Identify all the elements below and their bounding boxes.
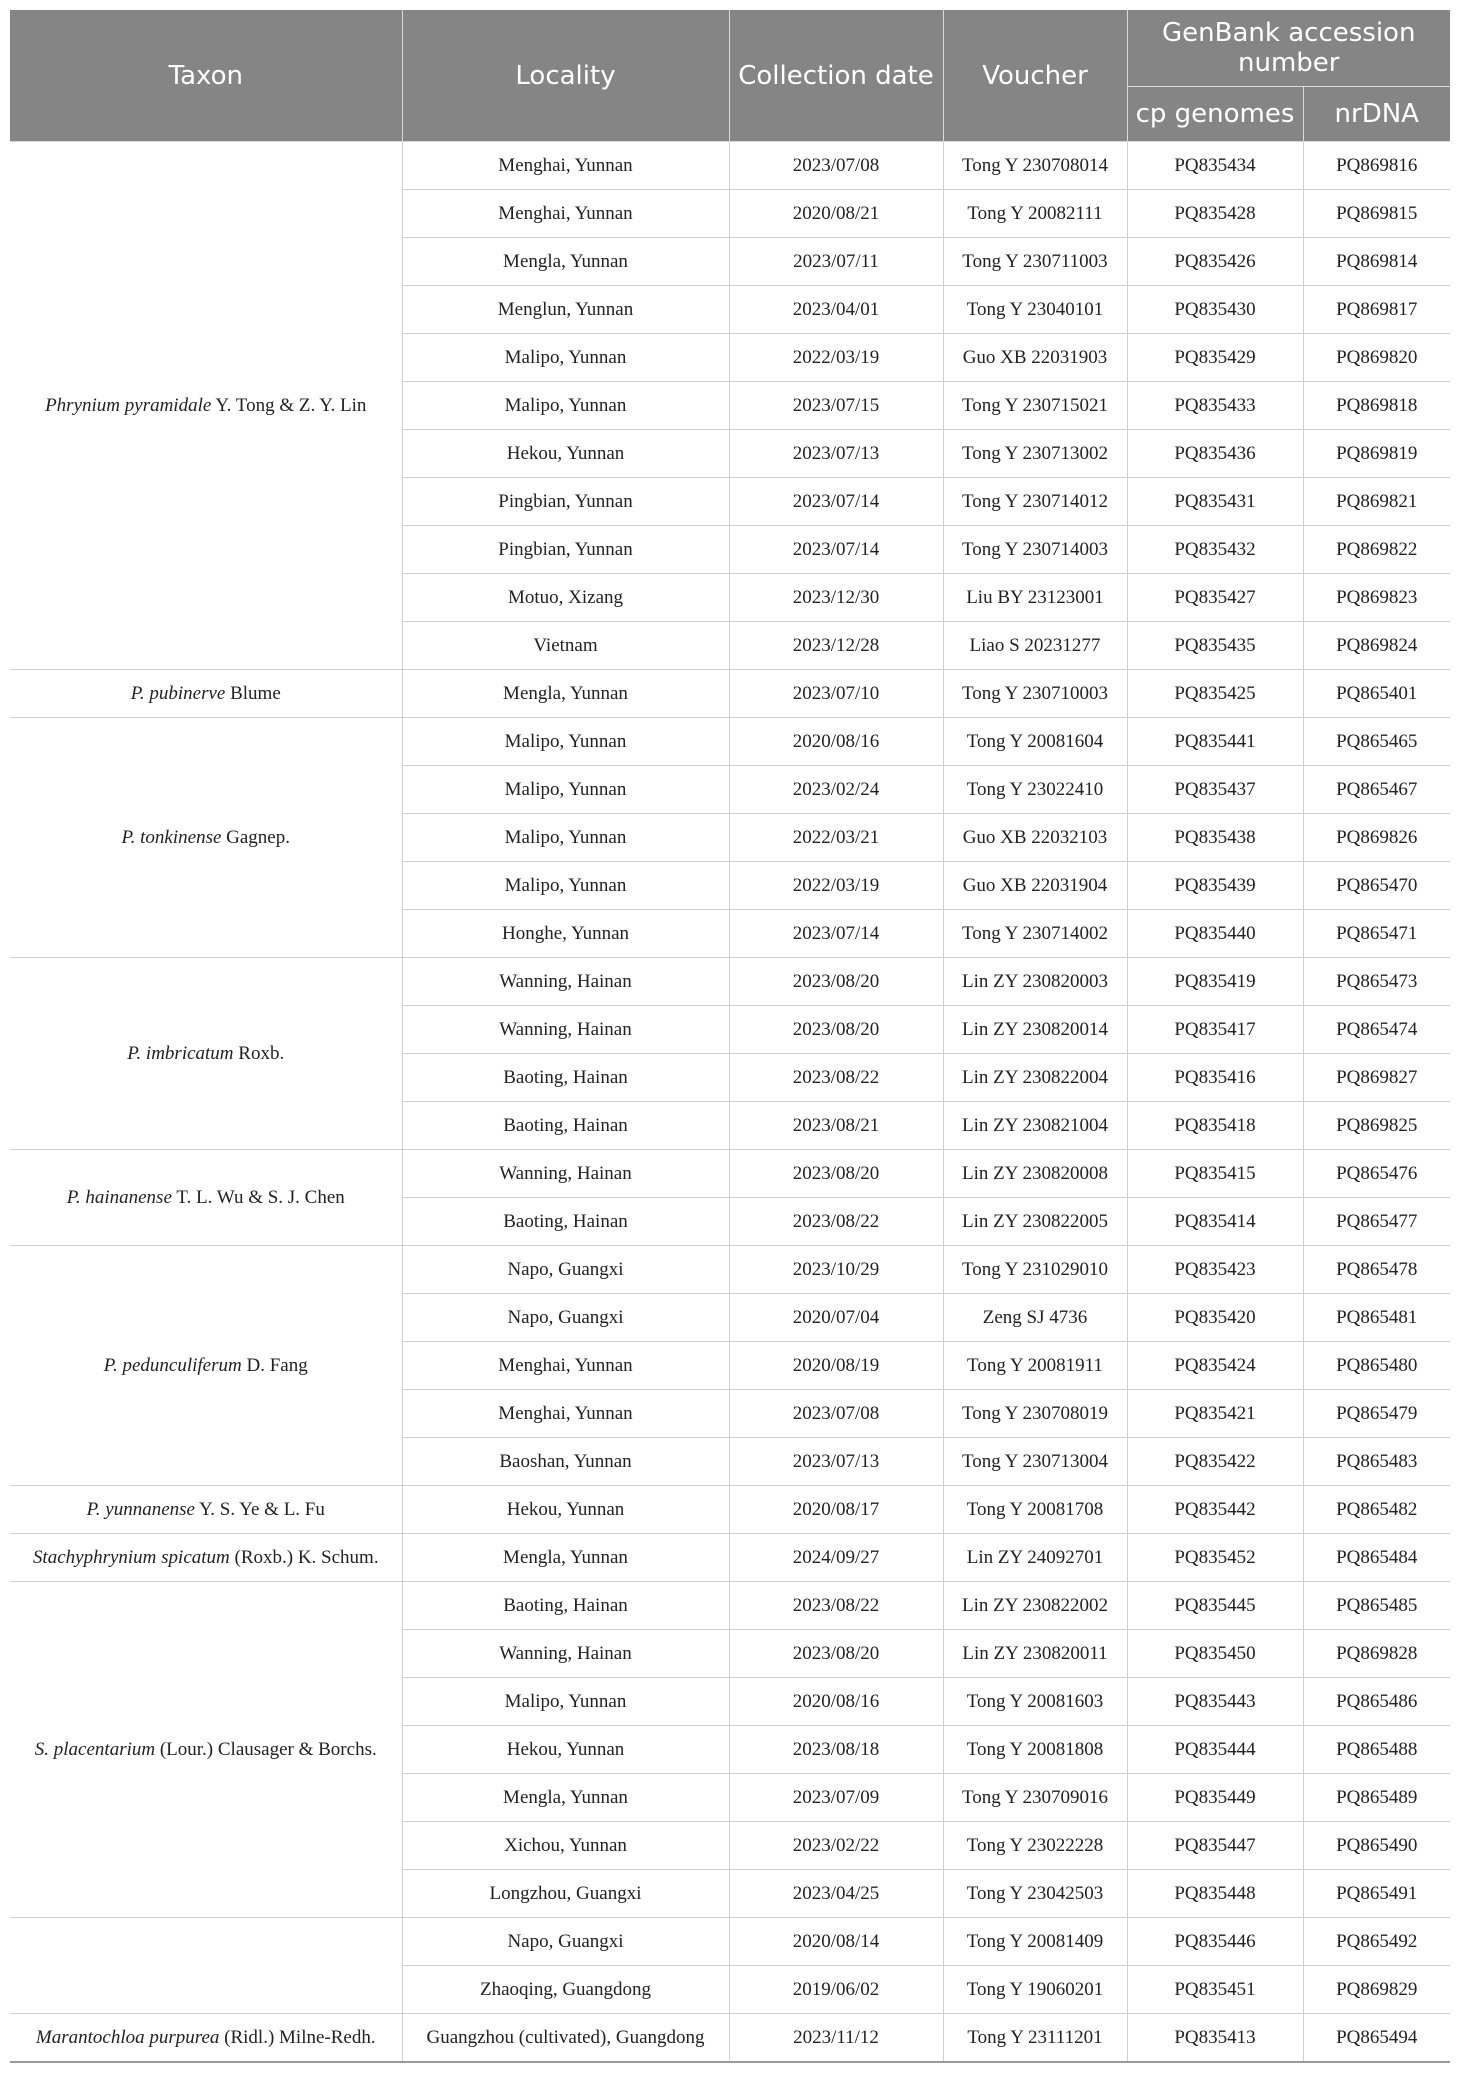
cp-accession-cell: PQ835418 — [1127, 1102, 1303, 1150]
taxon-name: Marantochloa purpurea — [35, 2026, 220, 2048]
locality-cell: Wanning, Hainan — [402, 1150, 729, 1198]
table-row — [10, 142, 1450, 190]
collection-date-cell: 2023/04/01 — [729, 286, 943, 334]
taxon-cell — [10, 718, 402, 958]
locality-cell: Mengla, Yunnan — [402, 1534, 729, 1582]
locality-cell: Malipo, Yunnan — [402, 814, 729, 862]
nrdna-accession-cell: PQ865478 — [1303, 1246, 1450, 1294]
taxon-cell — [10, 1246, 402, 1486]
collection-date-cell: 2020/08/16 — [729, 718, 943, 766]
collection-date-cell: 2023/12/30 — [729, 574, 943, 622]
collection-date-cell: 2023/12/28 — [729, 622, 943, 670]
locality-cell: Baoting, Hainan — [402, 1102, 729, 1150]
voucher-cell: Lin ZY 230822004 — [943, 1054, 1127, 1102]
nrdna-accession-cell: PQ869820 — [1303, 334, 1450, 382]
nrdna-accession-cell: PQ865489 — [1303, 1774, 1450, 1822]
collection-date-cell: 2020/08/21 — [729, 190, 943, 238]
collection-date-cell: 2023/02/22 — [729, 1822, 943, 1870]
nrdna-accession-cell: PQ865490 — [1303, 1822, 1450, 1870]
cp-accession-cell: PQ835429 — [1127, 334, 1303, 382]
nrdna-accession-cell: PQ869817 — [1303, 286, 1450, 334]
cp-accession-cell: PQ835446 — [1127, 1918, 1303, 1966]
collection-date-cell: 2022/03/19 — [729, 862, 943, 910]
taxon-author: (Roxb.) K. Schum. — [234, 1546, 379, 1568]
voucher-cell: Lin ZY 230821004 — [943, 1102, 1127, 1150]
cp-accession-cell: PQ835434 — [1127, 142, 1303, 190]
cp-accession-cell: PQ835450 — [1127, 1630, 1303, 1678]
collection-date-cell: 2023/08/20 — [729, 1006, 943, 1054]
nrdna-accession-cell: PQ869816 — [1303, 142, 1450, 190]
collection-date-cell: 2020/07/04 — [729, 1294, 943, 1342]
locality-cell: Malipo, Yunnan — [402, 766, 729, 814]
table-row — [10, 958, 1450, 1006]
locality-cell: Wanning, Hainan — [402, 1006, 729, 1054]
voucher-cell: Tong Y 20081409 — [943, 1918, 1127, 1966]
table-row — [10, 670, 1450, 718]
cp-accession-cell: PQ835444 — [1127, 1726, 1303, 1774]
cp-accession-cell: PQ835424 — [1127, 1342, 1303, 1390]
nrdna-accession-cell: PQ865476 — [1303, 1150, 1450, 1198]
locality-cell: Wanning, Hainan — [402, 1630, 729, 1678]
taxon-author: T. L. Wu & S. J. Chen — [176, 1186, 345, 1208]
cp-accession-cell: PQ835415 — [1127, 1150, 1303, 1198]
collection-date-cell: 2022/03/19 — [729, 334, 943, 382]
locality-cell: Napo, Guangxi — [402, 1294, 729, 1342]
header-genbank: GenBank accession number — [1127, 10, 1450, 87]
cp-accession-cell: PQ835449 — [1127, 1774, 1303, 1822]
nrdna-accession-cell: PQ865491 — [1303, 1870, 1450, 1918]
locality-cell: Wanning, Hainan — [402, 958, 729, 1006]
header-voucher: Voucher — [943, 10, 1127, 142]
voucher-cell: Tong Y 23022410 — [943, 766, 1127, 814]
collection-date-cell: 2020/08/16 — [729, 1678, 943, 1726]
cp-accession-cell: PQ835439 — [1127, 862, 1303, 910]
nrdna-accession-cell: PQ869829 — [1303, 1966, 1450, 2014]
taxon-author: (Ridl.) Milne-Redh. — [224, 2026, 376, 2048]
taxon-author: Y. Tong & Z. Y. Lin — [215, 394, 367, 416]
voucher-cell: Tong Y 230714012 — [943, 478, 1127, 526]
collection-date-cell: 2022/03/21 — [729, 814, 943, 862]
cp-accession-cell: PQ835433 — [1127, 382, 1303, 430]
locality-cell: Baoting, Hainan — [402, 1582, 729, 1630]
voucher-cell: Tong Y 230713004 — [943, 1438, 1127, 1486]
locality-cell: Mengla, Yunnan — [402, 670, 729, 718]
nrdna-accession-cell: PQ865467 — [1303, 766, 1450, 814]
cp-accession-cell: PQ835422 — [1127, 1438, 1303, 1486]
taxon-cell — [10, 142, 402, 670]
voucher-cell: Guo XB 22031903 — [943, 334, 1127, 382]
voucher-cell: Lin ZY 230820003 — [943, 958, 1127, 1006]
taxon-author: Blume — [230, 682, 281, 704]
nrdna-accession-cell: PQ865471 — [1303, 910, 1450, 958]
specimen-table — [10, 10, 1450, 2063]
taxon-name: P. tonkinense — [121, 826, 222, 848]
locality-cell: Vietnam — [402, 622, 729, 670]
cp-accession-cell: PQ835423 — [1127, 1246, 1303, 1294]
cp-accession-cell: PQ835417 — [1127, 1006, 1303, 1054]
nrdna-accession-cell: PQ869825 — [1303, 1102, 1450, 1150]
taxon-name: P. imbricatum — [127, 1042, 234, 1064]
collection-date-cell: 2023/07/14 — [729, 478, 943, 526]
nrdna-accession-cell: PQ865481 — [1303, 1294, 1450, 1342]
nrdna-accession-cell: PQ869814 — [1303, 238, 1450, 286]
voucher-cell: Tong Y 20081808 — [943, 1726, 1127, 1774]
nrdna-accession-cell: PQ865474 — [1303, 1006, 1450, 1054]
nrdna-accession-cell: PQ869827 — [1303, 1054, 1450, 1102]
cp-accession-cell: PQ835421 — [1127, 1390, 1303, 1438]
cp-accession-cell: PQ835437 — [1127, 766, 1303, 814]
nrdna-accession-cell: PQ865482 — [1303, 1486, 1450, 1534]
nrdna-accession-cell: PQ865485 — [1303, 1582, 1450, 1630]
collection-date-cell: 2020/08/19 — [729, 1342, 943, 1390]
cp-accession-cell: PQ835413 — [1127, 2014, 1303, 2063]
cp-accession-cell: PQ835420 — [1127, 1294, 1303, 1342]
collection-date-cell: 2024/09/27 — [729, 1534, 943, 1582]
voucher-cell: Guo XB 22032103 — [943, 814, 1127, 862]
locality-cell: Malipo, Yunnan — [402, 718, 729, 766]
cp-accession-cell: PQ835428 — [1127, 190, 1303, 238]
nrdna-accession-cell: PQ869823 — [1303, 574, 1450, 622]
nrdna-accession-cell: PQ865470 — [1303, 862, 1450, 910]
collection-date-cell: 2023/08/22 — [729, 1054, 943, 1102]
collection-date-cell: 2023/08/18 — [729, 1726, 943, 1774]
locality-cell: Malipo, Yunnan — [402, 862, 729, 910]
table-row — [10, 718, 1450, 766]
nrdna-accession-cell: PQ869826 — [1303, 814, 1450, 862]
locality-cell: Malipo, Yunnan — [402, 382, 729, 430]
voucher-cell: Zeng SJ 4736 — [943, 1294, 1127, 1342]
voucher-cell: Tong Y 23042503 — [943, 1870, 1127, 1918]
cp-accession-cell: PQ835416 — [1127, 1054, 1303, 1102]
nrdna-accession-cell: PQ865477 — [1303, 1198, 1450, 1246]
locality-cell: Menghai, Yunnan — [402, 190, 729, 238]
nrdna-accession-cell: PQ865473 — [1303, 958, 1450, 1006]
taxon-author: Roxb. — [238, 1042, 285, 1064]
collection-date-cell: 2019/06/02 — [729, 1966, 943, 2014]
nrdna-accession-cell: PQ865480 — [1303, 1342, 1450, 1390]
voucher-cell: Tong Y 230708019 — [943, 1390, 1127, 1438]
taxon-cell — [10, 1534, 402, 1582]
cp-accession-cell: PQ835443 — [1127, 1678, 1303, 1726]
cp-accession-cell: PQ835430 — [1127, 286, 1303, 334]
locality-cell: Malipo, Yunnan — [402, 334, 729, 382]
taxon-author: D. Fang — [246, 1354, 308, 1376]
taxon-cell — [10, 1150, 402, 1246]
voucher-cell: Tong Y 19060201 — [943, 1966, 1127, 2014]
locality-cell: Baoting, Hainan — [402, 1054, 729, 1102]
voucher-cell: Tong Y 20081708 — [943, 1486, 1127, 1534]
voucher-cell: Tong Y 230708014 — [943, 142, 1127, 190]
specimen-table-container — [10, 10, 1450, 2063]
voucher-cell: Tong Y 230709016 — [943, 1774, 1127, 1822]
nrdna-accession-cell: PQ865494 — [1303, 2014, 1450, 2063]
voucher-cell: Tong Y 230713002 — [943, 430, 1127, 478]
locality-cell: Hekou, Yunnan — [402, 1726, 729, 1774]
nrdna-accession-cell: PQ865483 — [1303, 1438, 1450, 1486]
taxon-name: P. pedunculiferum — [103, 1354, 242, 1376]
locality-cell: Motuo, Xizang — [402, 574, 729, 622]
voucher-cell: Tong Y 20081603 — [943, 1678, 1127, 1726]
cp-accession-cell: PQ835447 — [1127, 1822, 1303, 1870]
locality-cell: Menglun, Yunnan — [402, 286, 729, 334]
collection-date-cell: 2023/07/10 — [729, 670, 943, 718]
voucher-cell: Tong Y 231029010 — [943, 1246, 1127, 1294]
table-body — [10, 142, 1450, 2063]
locality-cell: Pingbian, Yunnan — [402, 478, 729, 526]
collection-date-cell: 2023/08/20 — [729, 958, 943, 1006]
collection-date-cell: 2023/07/14 — [729, 910, 943, 958]
taxon-cell — [10, 958, 402, 1150]
cp-accession-cell: PQ835440 — [1127, 910, 1303, 958]
collection-date-cell: 2023/10/29 — [729, 1246, 943, 1294]
collection-date-cell: 2023/08/20 — [729, 1150, 943, 1198]
collection-date-cell: 2023/07/08 — [729, 142, 943, 190]
locality-cell: Malipo, Yunnan — [402, 1678, 729, 1726]
voucher-cell: Tong Y 230714003 — [943, 526, 1127, 574]
locality-cell: Mengla, Yunnan — [402, 238, 729, 286]
nrdna-accession-cell: PQ869822 — [1303, 526, 1450, 574]
locality-cell: Baoshan, Yunnan — [402, 1438, 729, 1486]
locality-cell: Longzhou, Guangxi — [402, 1870, 729, 1918]
collection-date-cell: 2023/08/22 — [729, 1582, 943, 1630]
header-nrdna: nrDNA — [1303, 87, 1450, 142]
table-row — [10, 1582, 1450, 1630]
cp-accession-cell: PQ835448 — [1127, 1870, 1303, 1918]
cp-accession-cell: PQ835427 — [1127, 574, 1303, 622]
collection-date-cell: 2023/11/12 — [729, 2014, 943, 2063]
collection-date-cell: 2023/07/08 — [729, 1390, 943, 1438]
taxon-cell — [10, 1582, 402, 1918]
cp-accession-cell: PQ835432 — [1127, 526, 1303, 574]
collection-date-cell: 2023/07/09 — [729, 1774, 943, 1822]
voucher-cell: Lin ZY 230822005 — [943, 1198, 1127, 1246]
header-locality: Locality — [402, 10, 729, 142]
locality-cell: Xichou, Yunnan — [402, 1822, 729, 1870]
header-cp-genomes: cp genomes — [1127, 87, 1303, 142]
voucher-cell: Lin ZY 230820014 — [943, 1006, 1127, 1054]
locality-cell: Menghai, Yunnan — [402, 1342, 729, 1390]
table-row — [10, 1486, 1450, 1534]
voucher-cell: Tong Y 23111201 — [943, 2014, 1127, 2063]
collection-date-cell: 2023/04/25 — [729, 1870, 943, 1918]
taxon-cell — [10, 1918, 402, 2014]
collection-date-cell: 2023/08/20 — [729, 1630, 943, 1678]
cp-accession-cell: PQ835442 — [1127, 1486, 1303, 1534]
taxon-name: S. placentarium — [34, 1738, 156, 1760]
taxon-author: Y. S. Ye & L. Fu — [199, 1498, 325, 1520]
collection-date-cell: 2023/07/13 — [729, 430, 943, 478]
header-collection-date: Collection date — [729, 10, 943, 142]
collection-date-cell: 2023/07/11 — [729, 238, 943, 286]
taxon-cell — [10, 670, 402, 718]
nrdna-accession-cell: PQ865479 — [1303, 1390, 1450, 1438]
taxon-cell — [10, 2014, 402, 2063]
collection-date-cell: 2020/08/14 — [729, 1918, 943, 1966]
locality-cell: Honghe, Yunnan — [402, 910, 729, 958]
header-taxon: Taxon — [10, 10, 402, 142]
locality-cell: Baoting, Hainan — [402, 1198, 729, 1246]
taxon-name: Stachyphrynium spicatum — [32, 1546, 230, 1568]
table-row — [10, 2014, 1450, 2063]
collection-date-cell: 2020/08/17 — [729, 1486, 943, 1534]
collection-date-cell: 2023/07/14 — [729, 526, 943, 574]
voucher-cell: Tong Y 20081911 — [943, 1342, 1127, 1390]
voucher-cell: Tong Y 23022228 — [943, 1822, 1127, 1870]
table-row — [10, 1534, 1450, 1582]
nrdna-accession-cell: PQ865401 — [1303, 670, 1450, 718]
nrdna-accession-cell: PQ869821 — [1303, 478, 1450, 526]
collection-date-cell: 2023/07/15 — [729, 382, 943, 430]
cp-accession-cell: PQ835435 — [1127, 622, 1303, 670]
voucher-cell: Guo XB 22031904 — [943, 862, 1127, 910]
voucher-cell: Tong Y 230710003 — [943, 670, 1127, 718]
taxon-author: Gagnep. — [226, 826, 290, 848]
voucher-cell: Tong Y 20082111 — [943, 190, 1127, 238]
locality-cell: Hekou, Yunnan — [402, 430, 729, 478]
voucher-cell: Tong Y 23040101 — [943, 286, 1127, 334]
taxon-cell — [10, 1486, 402, 1534]
nrdna-accession-cell: PQ869828 — [1303, 1630, 1450, 1678]
taxon-name: Phrynium pyramidale — [45, 394, 212, 416]
voucher-cell: Lin ZY 24092701 — [943, 1534, 1127, 1582]
table-header — [10, 10, 1450, 142]
nrdna-accession-cell: PQ869815 — [1303, 190, 1450, 238]
nrdna-accession-cell: PQ869819 — [1303, 430, 1450, 478]
taxon-name: P. pubinerve — [130, 682, 226, 704]
nrdna-accession-cell: PQ865492 — [1303, 1918, 1450, 1966]
taxon-name: P. hainanense — [66, 1186, 172, 1208]
collection-date-cell: 2023/07/13 — [729, 1438, 943, 1486]
voucher-cell: Tong Y 230711003 — [943, 238, 1127, 286]
nrdna-accession-cell: PQ865484 — [1303, 1534, 1450, 1582]
table-row — [10, 1150, 1450, 1198]
cp-accession-cell: PQ835452 — [1127, 1534, 1303, 1582]
locality-cell: Menghai, Yunnan — [402, 142, 729, 190]
locality-cell: Guangzhou (cultivated), Guangdong — [402, 2014, 729, 2063]
nrdna-accession-cell: PQ865465 — [1303, 718, 1450, 766]
nrdna-accession-cell: PQ865486 — [1303, 1678, 1450, 1726]
cp-accession-cell: PQ835441 — [1127, 718, 1303, 766]
voucher-cell: Tong Y 230714002 — [943, 910, 1127, 958]
nrdna-accession-cell: PQ869818 — [1303, 382, 1450, 430]
locality-cell: Pingbian, Yunnan — [402, 526, 729, 574]
cp-accession-cell: PQ835451 — [1127, 1966, 1303, 2014]
table-row — [10, 1918, 1450, 1966]
cp-accession-cell: PQ835426 — [1127, 238, 1303, 286]
voucher-cell: Liu BY 23123001 — [943, 574, 1127, 622]
nrdna-accession-cell: PQ865488 — [1303, 1726, 1450, 1774]
locality-cell: Napo, Guangxi — [402, 1918, 729, 1966]
collection-date-cell: 2023/08/22 — [729, 1198, 943, 1246]
cp-accession-cell: PQ835438 — [1127, 814, 1303, 862]
nrdna-accession-cell: PQ869824 — [1303, 622, 1450, 670]
voucher-cell: Tong Y 20081604 — [943, 718, 1127, 766]
collection-date-cell: 2023/08/21 — [729, 1102, 943, 1150]
cp-accession-cell: PQ835436 — [1127, 430, 1303, 478]
cp-accession-cell: PQ835445 — [1127, 1582, 1303, 1630]
collection-date-cell: 2023/02/24 — [729, 766, 943, 814]
cp-accession-cell: PQ835431 — [1127, 478, 1303, 526]
cp-accession-cell: PQ835419 — [1127, 958, 1303, 1006]
locality-cell: Mengla, Yunnan — [402, 1774, 729, 1822]
voucher-cell: Lin ZY 230822002 — [943, 1582, 1127, 1630]
locality-cell: Menghai, Yunnan — [402, 1390, 729, 1438]
locality-cell: Zhaoqing, Guangdong — [402, 1966, 729, 2014]
cp-accession-cell: PQ835414 — [1127, 1198, 1303, 1246]
table-row — [10, 1246, 1450, 1294]
voucher-cell: Lin ZY 230820008 — [943, 1150, 1127, 1198]
voucher-cell: Liao S 20231277 — [943, 622, 1127, 670]
taxon-author: (Lour.) Clausager & Borchs. — [159, 1738, 377, 1760]
locality-cell: Napo, Guangxi — [402, 1246, 729, 1294]
cp-accession-cell: PQ835425 — [1127, 670, 1303, 718]
voucher-cell: Lin ZY 230820011 — [943, 1630, 1127, 1678]
locality-cell: Hekou, Yunnan — [402, 1486, 729, 1534]
voucher-cell: Tong Y 230715021 — [943, 382, 1127, 430]
taxon-name: P. yunnanense — [86, 1498, 195, 1520]
